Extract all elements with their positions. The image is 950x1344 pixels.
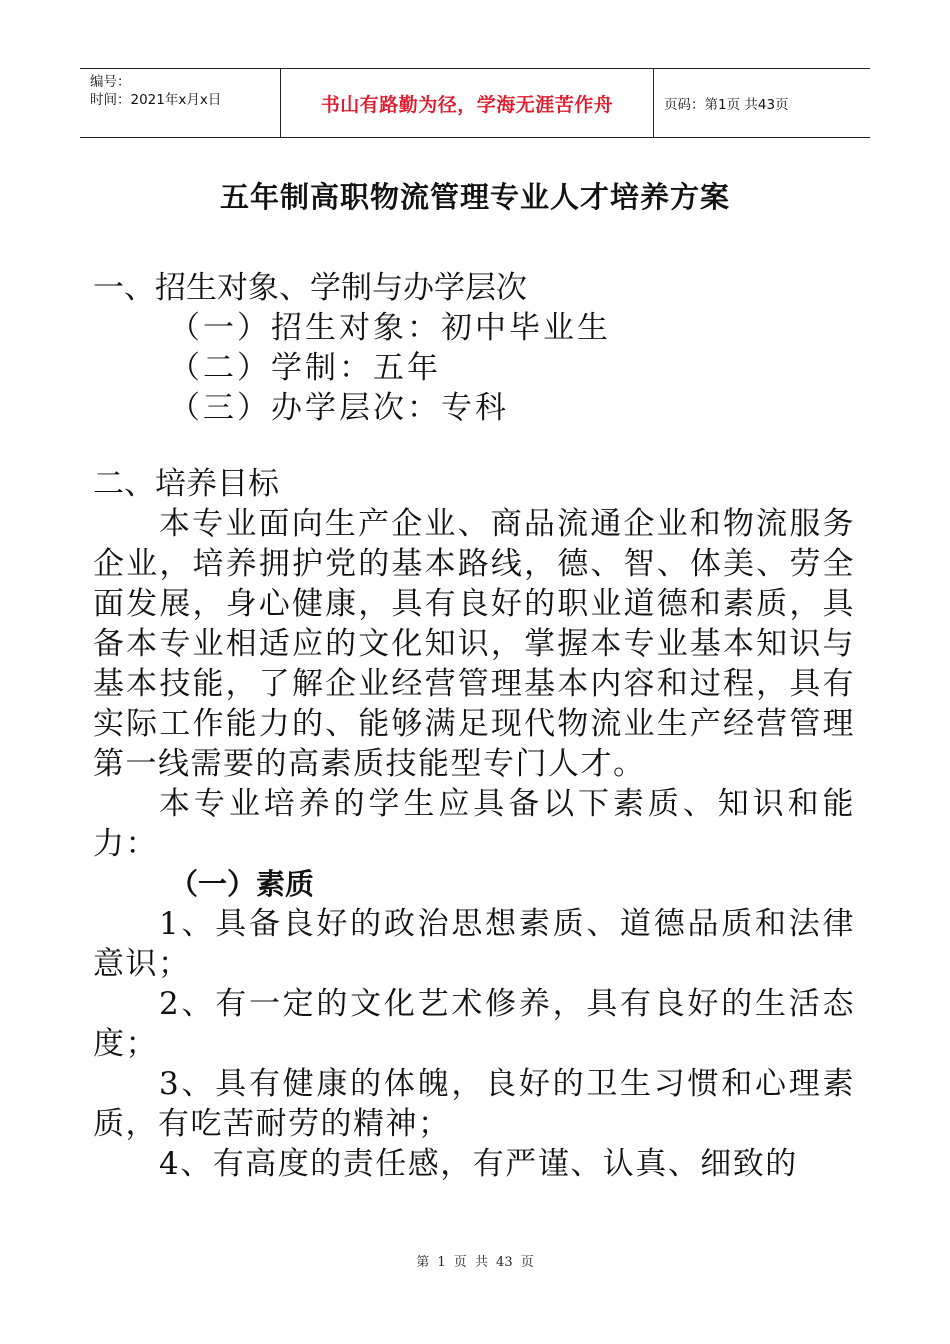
motto: 书山有路勤为径，学海无涯苦作舟 (280, 69, 654, 137)
quality-point: 1、具备良好的政治思想素质、道德品质和法律意识； (93, 906, 855, 982)
section2-heading: 二、培养目标 (93, 466, 279, 502)
quality-point: 4、有高度的责任感，有严谨、认真、细致的 (159, 1146, 798, 1182)
document-body (93, 268, 855, 1184)
page-label: 页码：第1页 共43页 (664, 97, 789, 113)
section1-item: （三）办学层次：专科 (169, 390, 509, 426)
section2-paragraph: 本专业面向生产企业、商品流通企业和物流服务企业，培养拥护党的基本路线，德、智、体美、劳全面发展，身心健康，具有良好的职业道德和素质，具备本专业相适应的文化知识，掌握本专业基本知识与基本技能，了解企业经营管理基本内容和过程，具有实际工作能力的、能够满足现代物流业生产经营管理第一线需要的高素质技能型专门人才。 (93, 506, 855, 782)
section1-item: （二）学制：五年 (169, 350, 441, 386)
page-footer: 第 1 页 共 43 页 (416, 1255, 534, 1270)
header-left-cell (80, 69, 280, 137)
subsection-heading: （一）素质 (169, 867, 315, 901)
document-title: 五年制高职物流管理专业人才培养方案 (219, 180, 730, 214)
section2-paragraph: 本专业培养的学生应具备以下素质、知识和能力： (93, 786, 855, 862)
section1-heading: 一、招生对象、学制与办学层次 (93, 270, 527, 306)
code-label: 编号： (90, 74, 131, 90)
quality-point: 2、有一定的文化艺术修养，具有良好的生活态度； (93, 986, 855, 1062)
quality-point: 3、具有健康的体魄，良好的卫生习惯和心理素质，有吃苦耐劳的精神； (93, 1066, 855, 1142)
header-table (80, 68, 870, 138)
date-label: 时间：2021年x月x日 (90, 92, 222, 108)
section1-item: （一）招生对象：初中毕业生 (169, 310, 611, 346)
